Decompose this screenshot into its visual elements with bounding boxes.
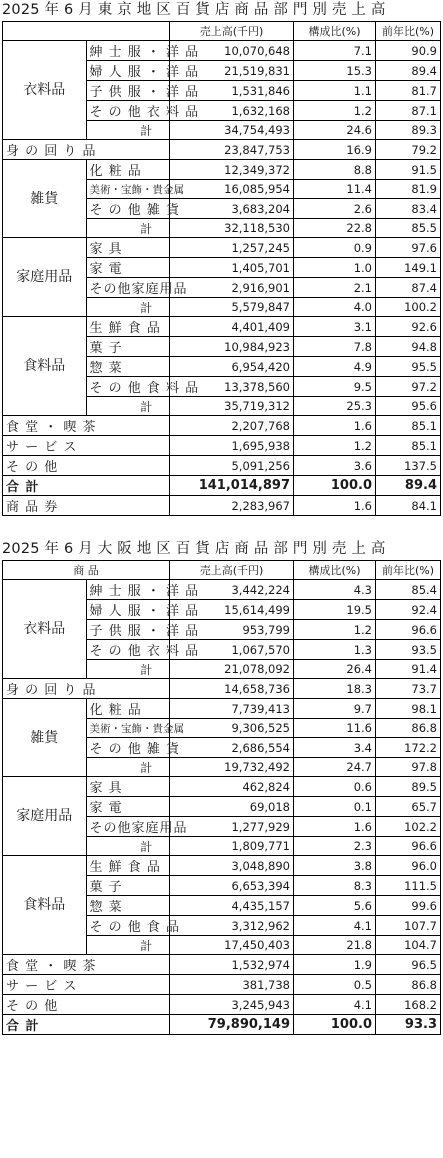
share-cell: 26.4 <box>294 660 376 679</box>
yoy-cell: 81.7 <box>376 81 441 101</box>
share-cell: 4.1 <box>294 995 376 1015</box>
item-label: 婦 人 服 ・ 洋 品 <box>86 61 170 81</box>
table-row <box>3 975 441 995</box>
share-cell: 1.2 <box>294 101 376 121</box>
yoy-cell: 65.7 <box>376 797 441 817</box>
sales-cell: 16,085,954 <box>170 180 294 199</box>
yoy-cell: 168.2 <box>376 995 441 1015</box>
share-cell: 9.7 <box>294 699 376 719</box>
total-label: 合 計 <box>3 476 170 496</box>
share-cell: 24.6 <box>294 121 376 140</box>
sales-cell: 7,739,413 <box>170 699 294 719</box>
item-label: 食 堂 ・ 喫 茶 <box>3 416 170 436</box>
sales-cell: 35,719,312 <box>170 397 294 416</box>
item-label: サ ー ビ ス <box>3 436 170 456</box>
sales-cell: 15,614,499 <box>170 600 294 620</box>
tokyo-header-1: 売上高(千円) <box>170 22 294 41</box>
share-cell: 2.3 <box>294 837 376 856</box>
share-cell: 2.1 <box>294 278 376 298</box>
share-cell: 3.1 <box>294 317 376 337</box>
yoy-cell: 95.6 <box>376 397 441 416</box>
sales-cell: 5,091,256 <box>170 456 294 476</box>
sales-cell: 3,245,943 <box>170 995 294 1015</box>
item-label: そ の 他 雑 貨 <box>86 738 170 758</box>
yoy-cell: 102.2 <box>376 817 441 837</box>
item-label: そ の 他 食 品 <box>86 916 170 936</box>
sales-cell: 2,686,554 <box>170 738 294 758</box>
share-cell: 3.4 <box>294 738 376 758</box>
item-label: 食 堂 ・ 喫 茶 <box>3 955 170 975</box>
item-label: 紳 士 服 ・ 洋 品 <box>86 580 170 600</box>
yoy-cell: 149.1 <box>376 258 441 278</box>
item-label: 家 電 <box>86 797 170 817</box>
table-row <box>3 699 441 719</box>
yoy-cell: 93.3 <box>376 1015 441 1035</box>
sales-cell: 9,306,525 <box>170 719 294 738</box>
item-label: そ の 他 食 料 品 <box>86 377 170 397</box>
table-row <box>3 580 441 600</box>
yoy-cell: 97.6 <box>376 238 441 258</box>
sales-cell: 2,916,901 <box>170 278 294 298</box>
item-label: 子 供 服 ・ 洋 品 <box>86 81 170 101</box>
sales-cell: 141,014,897 <box>170 476 294 496</box>
share-cell: 24.7 <box>294 758 376 777</box>
yoy-cell: 111.5 <box>376 876 441 896</box>
share-cell: 5.6 <box>294 896 376 916</box>
osaka-header-0: 商 品 <box>3 561 170 580</box>
tokyo-category-4: 食料品 <box>3 317 87 416</box>
table-row <box>3 140 441 160</box>
item-label: 家 具 <box>86 777 170 797</box>
item-label: 商 品 券 <box>3 496 170 516</box>
yoy-cell: 79.2 <box>376 140 441 160</box>
yoy-cell: 73.7 <box>376 679 441 699</box>
share-cell: 3.6 <box>294 456 376 476</box>
yoy-cell: 96.6 <box>376 837 441 856</box>
sales-cell: 19,732,492 <box>170 758 294 777</box>
yoy-cell: 86.8 <box>376 975 441 995</box>
subtotal-label: 計 <box>86 758 170 777</box>
yoy-cell: 85.1 <box>376 436 441 456</box>
sales-cell: 3,683,204 <box>170 199 294 219</box>
share-cell: 11.6 <box>294 719 376 738</box>
share-cell: 25.3 <box>294 397 376 416</box>
item-label: 美術・宝飾・貴金属 <box>86 180 170 199</box>
share-cell: 1.3 <box>294 640 376 660</box>
sales-cell: 2,207,768 <box>170 416 294 436</box>
osaka-category-0: 衣料品 <box>3 580 87 679</box>
yoy-cell: 84.1 <box>376 496 441 516</box>
sales-cell: 23,847,753 <box>170 140 294 160</box>
tokyo-category-3: 家庭用品 <box>3 238 87 317</box>
sales-cell: 1,632,168 <box>170 101 294 121</box>
item-label: そ の 他 <box>3 456 170 476</box>
share-cell: 15.3 <box>294 61 376 81</box>
table-row <box>3 955 441 975</box>
table-row <box>3 456 441 476</box>
share-cell: 4.0 <box>294 298 376 317</box>
share-cell: 0.1 <box>294 797 376 817</box>
subtotal-label: 計 <box>86 660 170 679</box>
sales-cell: 1,531,846 <box>170 81 294 101</box>
item-label: 子 供 服 ・ 洋 品 <box>86 620 170 640</box>
tokyo-header-row <box>3 22 441 41</box>
share-cell: 1.6 <box>294 496 376 516</box>
item-label: 身 の 回 り 品 <box>3 140 170 160</box>
sales-cell: 462,824 <box>170 777 294 797</box>
yoy-cell: 85.1 <box>376 416 441 436</box>
item-label: 家 具 <box>86 238 170 258</box>
yoy-cell: 91.5 <box>376 160 441 180</box>
share-cell: 21.8 <box>294 936 376 955</box>
share-cell: 3.8 <box>294 856 376 876</box>
sales-cell: 17,450,403 <box>170 936 294 955</box>
table-row <box>3 496 441 516</box>
share-cell: 8.8 <box>294 160 376 180</box>
share-cell: 4.1 <box>294 916 376 936</box>
sales-cell: 21,519,831 <box>170 61 294 81</box>
share-cell: 1.1 <box>294 81 376 101</box>
sales-report-sheet <box>2 0 443 1035</box>
table-row <box>3 317 441 337</box>
osaka-category-3: 家庭用品 <box>3 777 87 856</box>
yoy-cell: 90.9 <box>376 41 441 61</box>
item-label: そ の 他 <box>3 995 170 1015</box>
item-label: 菓 子 <box>86 337 170 357</box>
yoy-cell: 85.5 <box>376 219 441 238</box>
total-row <box>3 1015 441 1035</box>
osaka-header-1: 売上高(千円) <box>170 561 294 580</box>
osaka-header-3: 前年比(%) <box>376 561 441 580</box>
subtotal-label: 計 <box>86 219 170 238</box>
subtotal-label: 計 <box>86 121 170 140</box>
item-label: その他家庭用品 <box>86 278 170 298</box>
item-label: 化 粧 品 <box>86 160 170 180</box>
share-cell: 1.9 <box>294 955 376 975</box>
yoy-cell: 89.4 <box>376 476 441 496</box>
share-cell: 11.4 <box>294 180 376 199</box>
share-cell: 1.2 <box>294 620 376 640</box>
yoy-cell: 96.0 <box>376 856 441 876</box>
yoy-cell: 137.5 <box>376 456 441 476</box>
table-row <box>3 679 441 699</box>
share-cell: 4.9 <box>294 357 376 377</box>
item-label: そ の 他 衣 料 品 <box>86 101 170 121</box>
sales-cell: 13,378,560 <box>170 377 294 397</box>
table-row <box>3 777 441 797</box>
share-cell: 2.6 <box>294 199 376 219</box>
sales-cell: 1,257,245 <box>170 238 294 258</box>
sales-cell: 6,954,420 <box>170 357 294 377</box>
section-gap <box>2 516 443 539</box>
share-cell: 7.1 <box>294 41 376 61</box>
item-label: そ の 他 衣 料 品 <box>86 640 170 660</box>
sales-cell: 953,799 <box>170 620 294 640</box>
sales-cell: 79,890,149 <box>170 1015 294 1035</box>
table-row <box>3 856 441 876</box>
tokyo-category-2: 雑貨 <box>3 160 87 238</box>
item-label: 生 鮮 食 品 <box>86 317 170 337</box>
sales-cell: 12,349,372 <box>170 160 294 180</box>
yoy-cell: 172.2 <box>376 738 441 758</box>
yoy-cell: 93.5 <box>376 640 441 660</box>
yoy-cell: 89.3 <box>376 121 441 140</box>
share-cell: 22.8 <box>294 219 376 238</box>
osaka-title: 2025 年 6 月 大 阪 地 区 百 貨 店 商 品 部 門 別 売 上 高 <box>2 541 386 557</box>
sales-cell: 3,312,962 <box>170 916 294 936</box>
yoy-cell: 95.5 <box>376 357 441 377</box>
share-cell: 100.0 <box>294 476 376 496</box>
item-label: 生 鮮 食 品 <box>86 856 170 876</box>
item-label: 婦 人 服 ・ 洋 品 <box>86 600 170 620</box>
item-label: 惣 菜 <box>86 357 170 377</box>
yoy-cell: 98.1 <box>376 699 441 719</box>
table-row <box>3 416 441 436</box>
table-row <box>3 41 441 61</box>
sales-cell: 3,048,890 <box>170 856 294 876</box>
sales-cell: 14,658,736 <box>170 679 294 699</box>
tokyo-header-3: 前年比(%) <box>376 22 441 41</box>
table-row <box>3 238 441 258</box>
item-label: そ の 他 雑 貨 <box>86 199 170 219</box>
yoy-cell: 85.4 <box>376 580 441 600</box>
share-cell: 1.6 <box>294 817 376 837</box>
yoy-cell: 89.4 <box>376 61 441 81</box>
subtotal-label: 計 <box>86 936 170 955</box>
sales-cell: 1,405,701 <box>170 258 294 278</box>
tokyo-category-0: 衣料品 <box>3 41 87 140</box>
yoy-cell: 97.8 <box>376 758 441 777</box>
table-row <box>3 160 441 180</box>
yoy-cell: 86.8 <box>376 719 441 738</box>
yoy-cell: 96.5 <box>376 955 441 975</box>
sales-cell: 1,695,938 <box>170 436 294 456</box>
yoy-cell: 100.2 <box>376 298 441 317</box>
sales-cell: 69,018 <box>170 797 294 817</box>
yoy-cell: 97.2 <box>376 377 441 397</box>
sales-cell: 1,067,570 <box>170 640 294 660</box>
sales-cell: 32,118,530 <box>170 219 294 238</box>
yoy-cell: 91.4 <box>376 660 441 679</box>
sales-cell: 4,435,157 <box>170 896 294 916</box>
sales-cell: 6,653,394 <box>170 876 294 896</box>
item-label: サ ー ビ ス <box>3 975 170 995</box>
share-cell: 1.6 <box>294 416 376 436</box>
share-cell: 1.0 <box>294 258 376 278</box>
share-cell: 8.3 <box>294 876 376 896</box>
share-cell: 7.8 <box>294 337 376 357</box>
item-label: 紳 士 服 ・ 洋 品 <box>86 41 170 61</box>
yoy-cell: 87.4 <box>376 278 441 298</box>
yoy-cell: 104.7 <box>376 936 441 955</box>
total-label: 合 計 <box>3 1015 170 1035</box>
osaka-header-2: 構成比(%) <box>294 561 376 580</box>
osaka-header-row <box>3 561 441 580</box>
share-cell: 9.5 <box>294 377 376 397</box>
yoy-cell: 96.6 <box>376 620 441 640</box>
sales-cell: 4,401,409 <box>170 317 294 337</box>
share-cell: 16.9 <box>294 140 376 160</box>
item-label: 美術・宝飾・貴金属 <box>86 719 170 738</box>
yoy-cell: 92.4 <box>376 600 441 620</box>
share-cell: 0.5 <box>294 975 376 995</box>
share-cell: 1.2 <box>294 436 376 456</box>
share-cell: 19.5 <box>294 600 376 620</box>
item-label: 惣 菜 <box>86 896 170 916</box>
item-label: その他家庭用品 <box>86 817 170 837</box>
yoy-cell: 107.7 <box>376 916 441 936</box>
yoy-cell: 87.1 <box>376 101 441 121</box>
table-row <box>3 995 441 1015</box>
item-label: 身 の 回 り 品 <box>3 679 170 699</box>
yoy-cell: 83.4 <box>376 199 441 219</box>
subtotal-label: 計 <box>86 298 170 317</box>
yoy-cell: 94.8 <box>376 337 441 357</box>
sales-cell: 1,809,771 <box>170 837 294 856</box>
sales-cell: 1,277,929 <box>170 817 294 837</box>
osaka-category-2: 雑貨 <box>3 699 87 777</box>
share-cell: 4.3 <box>294 580 376 600</box>
sales-cell: 381,738 <box>170 975 294 995</box>
share-cell: 100.0 <box>294 1015 376 1035</box>
subtotal-label: 計 <box>86 837 170 856</box>
sales-cell: 10,070,648 <box>170 41 294 61</box>
table-row <box>3 436 441 456</box>
tokyo-header-2: 構成比(%) <box>294 22 376 41</box>
sales-cell: 34,754,493 <box>170 121 294 140</box>
yoy-cell: 99.6 <box>376 896 441 916</box>
osaka-table <box>2 560 441 1035</box>
sales-cell: 2,283,967 <box>170 496 294 516</box>
item-label: 家 電 <box>86 258 170 278</box>
total-row <box>3 476 441 496</box>
osaka-category-4: 食料品 <box>3 856 87 955</box>
share-cell: 18.3 <box>294 679 376 699</box>
item-label: 菓 子 <box>86 876 170 896</box>
tokyo-table <box>2 21 441 516</box>
yoy-cell: 81.9 <box>376 180 441 199</box>
yoy-cell: 89.5 <box>376 777 441 797</box>
sales-cell: 5,579,847 <box>170 298 294 317</box>
sales-cell: 21,078,092 <box>170 660 294 679</box>
tokyo-header-0 <box>3 22 170 41</box>
yoy-cell: 92.6 <box>376 317 441 337</box>
sales-cell: 10,984,923 <box>170 337 294 357</box>
tokyo-title: 2025 年 6 月 東 京 地 区 百 貨 店 商 品 部 門 別 売 上 高 <box>2 2 386 18</box>
share-cell: 0.9 <box>294 238 376 258</box>
sales-cell: 1,532,974 <box>170 955 294 975</box>
subtotal-label: 計 <box>86 397 170 416</box>
item-label: 化 粧 品 <box>86 699 170 719</box>
share-cell: 0.6 <box>294 777 376 797</box>
sales-cell: 3,442,224 <box>170 580 294 600</box>
